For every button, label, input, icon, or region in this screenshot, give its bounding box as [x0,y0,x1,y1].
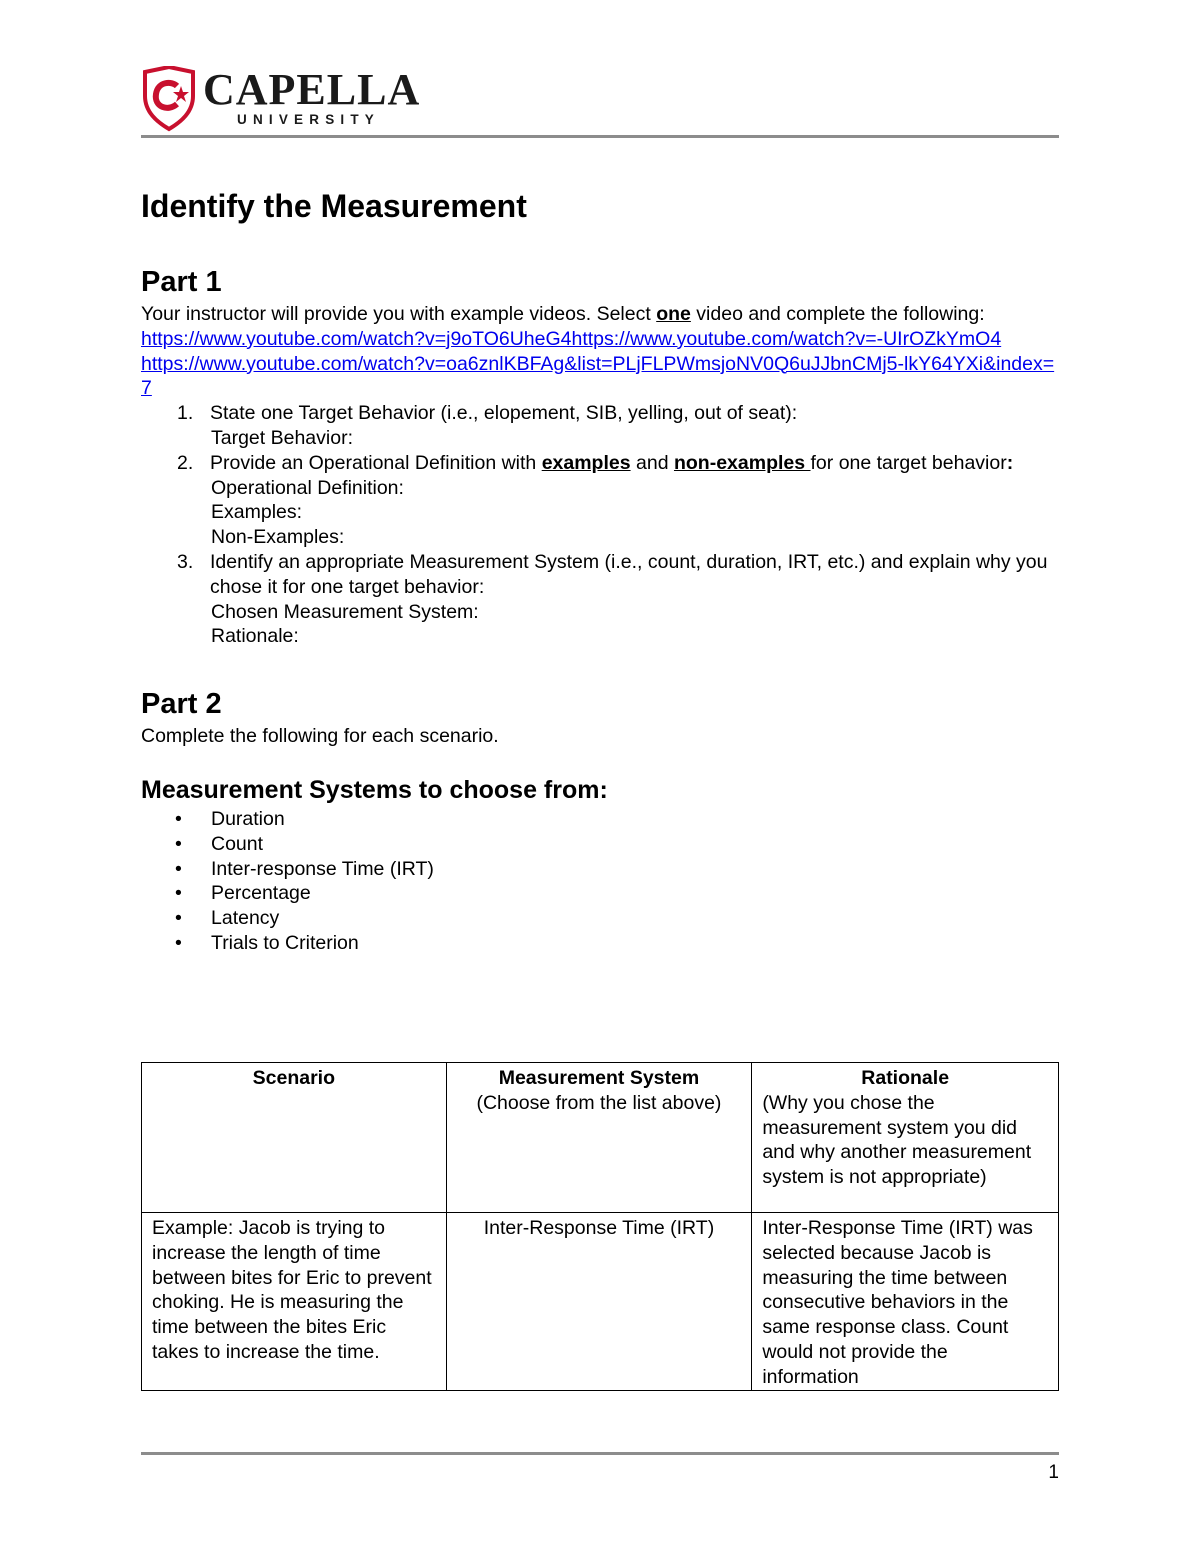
list-item-1: 1. State one Target Behavior (i.e., elopement, SIB, yelling, out of seat): [177,402,798,425]
video-link-1[interactable]: https://www.youtube.com/watch?v=j9oTO6UheG4https://www.youtube.com/watch?v=-UIrOZkYmO4 [141,327,1002,350]
field-non-examples: Non-Examples: [211,526,345,549]
list-item: • Trials to Criterion [141,931,1061,956]
header-rationale: Rationale (Why you chose the measurement system you did and why another measurement system is not appropriate) [752,1063,1059,1213]
bullet-icon: • [175,907,182,930]
video-link-2[interactable]: https://www.youtube.com/watch?v=oa6znlKBFAg&list=PLjFLPWmsjoNV0Q6uJJbnCMj5-lkY64YXi&index=7 [141,352,1055,400]
field-operational-definition: Operational Definition: [211,476,404,499]
bullet-icon: • [175,882,182,905]
bullet-icon: • [175,931,182,954]
table-header-row [142,1063,1059,1213]
cell-system: Inter-Response Time (IRT) [446,1213,752,1391]
emphasis-examples: examples [541,451,631,474]
emphasis-non-examples: non-examples [673,451,811,474]
field-rationale: Rationale: [211,625,299,648]
systems-heading: Measurement Systems to choose from: [141,775,608,804]
logo-name: CAPELLA [203,65,421,114]
cell-rationale: Inter-Response Time (IRT) was selected because Jacob is measuring the time between consecutive behaviors in the same response class. Count would not provide the information [752,1213,1059,1391]
header-measurement-system: Measurement System (Choose from the list above) [446,1063,752,1213]
part1-heading: Part 1 [141,266,222,298]
field-chosen-system: Chosen Measurement System: [211,600,479,623]
bullet-icon: • [175,857,182,880]
header-scenario: Scenario [142,1063,447,1213]
footer-rule [141,1452,1059,1455]
header [141,66,1059,140]
bullet-icon: • [175,832,182,855]
part2-intro: Complete the following for each scenario. [141,725,499,748]
logo-subtitle: UNIVERSITY [237,112,381,127]
part2-heading: Part 2 [141,688,222,721]
scenario-table [141,1062,1059,1391]
list-item: • Percentage [141,881,1061,906]
list-item-2: 2. Provide an Operational Definition with examples and non-examples for one target behavior: [177,451,1014,474]
list-item: • Count [141,832,1061,857]
document-title: Identify the Measurement [141,188,527,224]
capella-shield-icon [141,66,197,132]
list-item-3: 3. Identify an appropriate Measurement System (i.e., count, duration, IRT, etc.) and explain why you chose it for one target behavior: [177,550,1048,598]
document-body [141,184,1061,956]
field-target-behavior: Target Behavior: [211,426,353,449]
part1-intro: Your instructor will provide you with example videos. Select one video and complete the following: [141,303,985,325]
page-number: 1 [1048,1462,1059,1483]
list-item: • Inter-response Time (IRT) [141,857,1061,882]
header-rule [141,135,1059,138]
cell-scenario: Example: Jacob is trying to increase the length of time between bites for Eric to prevent choking. He is measuring the time between the bites Eric takes to increase the time. [142,1213,447,1391]
list-item: • Duration [141,807,1061,832]
list-item: • Latency [141,906,1061,931]
bullet-icon: • [175,807,182,830]
emphasis-one: one [656,303,691,325]
field-examples: Examples: [211,501,303,524]
table-row [142,1213,1059,1391]
